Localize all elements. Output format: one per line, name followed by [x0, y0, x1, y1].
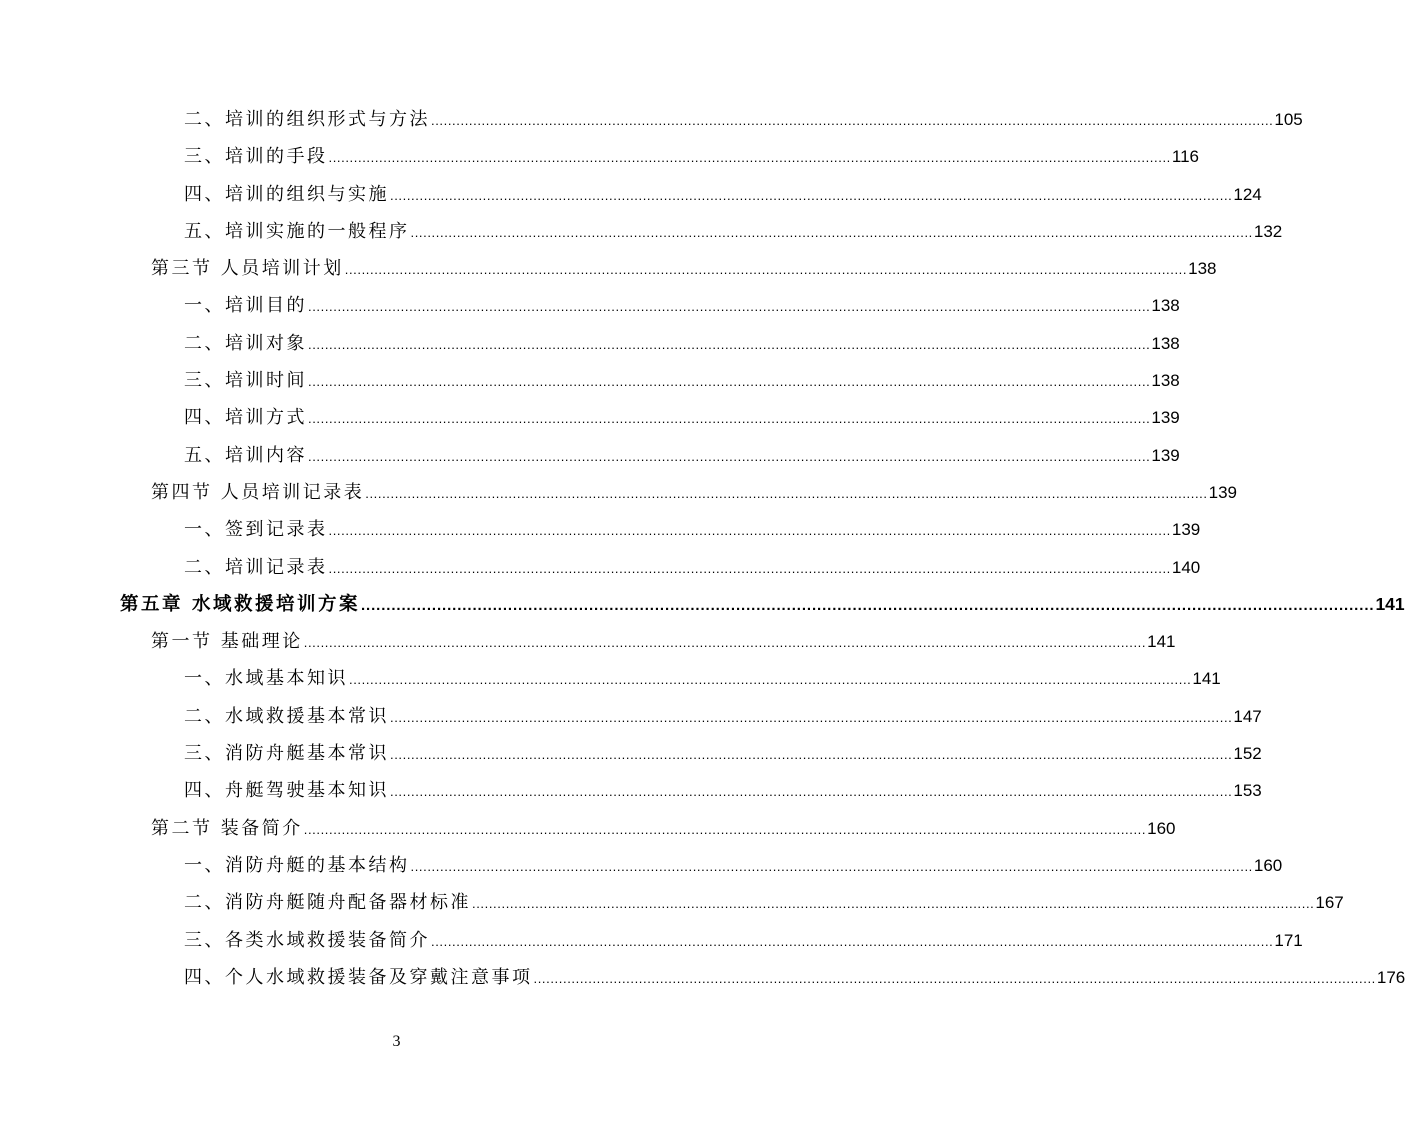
- toc-dot-leader: ........................................................................................................................................................................................................: [472, 896, 1315, 912]
- toc-entry-page: 138: [1188, 259, 1217, 279]
- toc-entry-page: 132: [1253, 221, 1283, 241]
- toc-entry-page: 167: [1315, 893, 1344, 913]
- toc-entry[interactable]: [0, 922, 1303, 959]
- toc-entry[interactable]: [0, 660, 1221, 697]
- toc-dot-leader: ........................................................................................................................................................................................................: [431, 933, 1274, 949]
- toc-entry-page: 141: [1147, 632, 1176, 652]
- toc-entry[interactable]: [0, 437, 1180, 474]
- toc-entry-title: 四、培训的组织与实施: [184, 183, 389, 205]
- toc-entry[interactable]: [0, 176, 1262, 213]
- toc-dot-leader: ........................................................................................................................................................................................................: [308, 411, 1151, 427]
- toc-entry-title: 四、个人水域救援装备及穿戴注意事项: [184, 966, 533, 988]
- toc-dot-leader: ........................................................................................................................................................................................................: [390, 784, 1233, 800]
- toc-entry-page: 160: [1147, 818, 1176, 838]
- toc-entry-page: 176: [1376, 967, 1405, 987]
- toc-entry[interactable]: [0, 325, 1180, 362]
- toc-entry-title: 二、培训对象: [184, 332, 307, 354]
- table-of-contents: [0, 101, 1405, 996]
- toc-entry-title: 第二节 装备简介: [151, 817, 303, 839]
- toc-dot-leader: ........................................................................................................................................................................................................: [308, 448, 1151, 464]
- toc-dot-leader: ........................................................................................................................................................................................................: [349, 672, 1192, 688]
- toc-entry-title: 五、培训内容: [184, 444, 307, 466]
- toc-entry-title: 二、水域救援基本常识: [184, 705, 389, 727]
- toc-entry-page: 139: [1171, 520, 1201, 540]
- toc-entry-page: 139: [1151, 408, 1180, 428]
- toc-dot-leader: ........................................................................................................................................................................................................: [303, 821, 1147, 837]
- toc-entry-page: 160: [1253, 855, 1283, 875]
- toc-entry-page: 105: [1274, 110, 1303, 129]
- toc-entry-title: 三、培训时间: [184, 370, 307, 392]
- toc-entry-title: 一、培训目的: [184, 295, 307, 317]
- toc-entry-page: 153: [1233, 781, 1262, 801]
- toc-dot-leader: ........................................................................................................................................................................................................: [410, 224, 1253, 240]
- toc-entry-title: 第三节 人员培训计划: [151, 258, 344, 280]
- toc-entry-title: 二、消防舟艇随舟配备器材标准: [184, 892, 471, 914]
- toc-entry-title: 三、培训的手段: [184, 146, 328, 168]
- toc-entry[interactable]: [0, 698, 1262, 735]
- toc-entry[interactable]: [0, 101, 1303, 138]
- toc-entry-page: 141: [1192, 669, 1221, 689]
- toc-entry-title: 二、培训的组织形式与方法: [184, 109, 430, 130]
- toc-entry-page: 116: [1171, 147, 1199, 167]
- toc-section-entry[interactable]: [0, 250, 1217, 287]
- toc-entry-title: 五、培训实施的一般程序: [184, 220, 410, 242]
- toc-dot-leader: ........................................................................................................................................................................................................: [303, 635, 1147, 651]
- toc-entry-page: 140: [1171, 557, 1201, 577]
- toc-entry[interactable]: [0, 959, 1405, 996]
- toc-dot-leader: ........................................................................................................................................................................................................: [328, 150, 1171, 166]
- toc-entry-page: 141: [1375, 593, 1405, 614]
- toc-entry-title: 第一节 基础理论: [151, 631, 303, 653]
- toc-chapter-entry[interactable]: [0, 586, 1405, 623]
- toc-dot-leader: ........................................................................................................................................................................................................: [533, 970, 1376, 986]
- toc-dot-leader: ........................................................................................................................................................................................................: [328, 560, 1171, 576]
- toc-entry-page: 138: [1151, 371, 1180, 391]
- toc-entry[interactable]: [0, 511, 1201, 548]
- toc-entry-title: 一、签到记录表: [184, 519, 328, 541]
- toc-entry-title: 三、各类水域救援装备简介: [184, 929, 430, 951]
- toc-entry[interactable]: [0, 287, 1180, 324]
- toc-entry-title: 第五章 水域救援培训方案: [120, 593, 360, 615]
- toc-dot-leader: ........................................................................................................................................................................................................: [431, 113, 1274, 128]
- toc-section-entry[interactable]: [0, 810, 1176, 847]
- toc-entry[interactable]: [0, 362, 1180, 399]
- toc-entry-title: 一、消防舟艇的基本结构: [184, 854, 410, 876]
- toc-dot-leader: ........................................................................................................................................................................................................: [390, 747, 1233, 763]
- toc-section-entry[interactable]: [0, 474, 1237, 511]
- toc-dot-leader: ........................................................................................................................................................................................................: [390, 709, 1233, 725]
- toc-entry-title: 二、培训记录表: [184, 556, 328, 578]
- toc-dot-leader: ........................................................................................................................................................................................................: [308, 299, 1151, 315]
- toc-entry-page: 171: [1274, 930, 1303, 950]
- toc-entry-page: 138: [1151, 296, 1180, 316]
- toc-entry[interactable]: [0, 884, 1344, 921]
- toc-dot-leader: ........................................................................................................................................................................................................: [308, 374, 1151, 390]
- toc-entry[interactable]: [0, 735, 1262, 772]
- toc-dot-leader: ........................................................................................................................................................................................................: [365, 485, 1208, 501]
- toc-section-entry[interactable]: [0, 623, 1176, 660]
- toc-entry-title: 三、消防舟艇基本常识: [184, 743, 389, 765]
- toc-dot-leader: ........................................................................................................................................................................................................: [360, 596, 1375, 614]
- toc-entry[interactable]: [0, 772, 1262, 809]
- toc-entry-title: 四、培训方式: [184, 407, 307, 429]
- toc-entry-title: 四、舟艇驾驶基本知识: [184, 780, 389, 802]
- toc-entry[interactable]: [0, 213, 1283, 250]
- toc-entry-page: 139: [1208, 482, 1237, 502]
- toc-entry-page: 124: [1233, 184, 1262, 204]
- toc-entry[interactable]: [0, 399, 1180, 436]
- toc-entry-page: 152: [1233, 744, 1262, 764]
- toc-entry-page: 147: [1233, 706, 1262, 726]
- toc-dot-leader: ........................................................................................................................................................................................................: [410, 858, 1253, 874]
- page-number: 3: [392, 1033, 401, 1050]
- toc-entry-page: 139: [1151, 445, 1180, 465]
- toc-entry-page: 138: [1151, 333, 1180, 353]
- toc-dot-leader: ........................................................................................................................................................................................................: [390, 187, 1233, 203]
- toc-entry[interactable]: [0, 847, 1283, 884]
- toc-dot-leader: ........................................................................................................................................................................................................: [328, 523, 1171, 539]
- toc-dot-leader: ........................................................................................................................................................................................................: [344, 262, 1188, 278]
- toc-entry[interactable]: [0, 549, 1201, 586]
- toc-entry-title: 一、水域基本知识: [184, 668, 348, 690]
- toc-entry[interactable]: [0, 138, 1199, 175]
- toc-dot-leader: ........................................................................................................................................................................................................: [308, 336, 1151, 352]
- toc-entry-title: 第四节 人员培训记录表: [151, 481, 365, 503]
